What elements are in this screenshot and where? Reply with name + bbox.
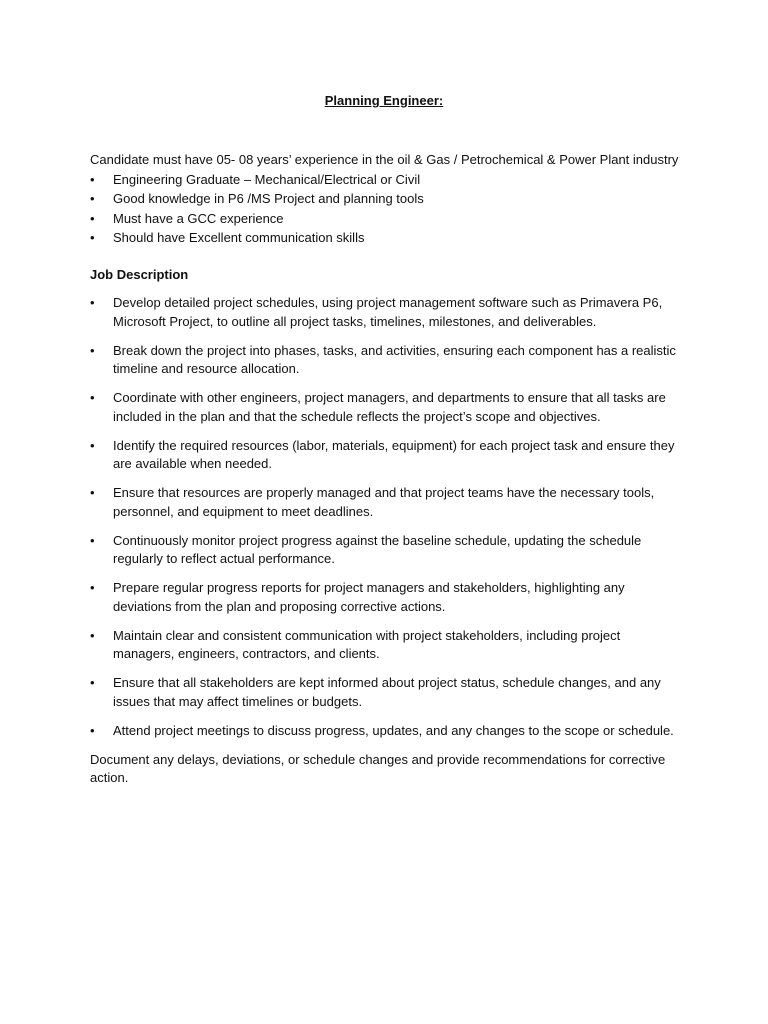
duty-text: Break down the project into phases, tasks, and activities, ensuring each component has a realistic timeline and resource allocation. — [113, 342, 676, 376]
bullet-icon: • — [90, 437, 95, 453]
requirement-text: Good knowledge in P6 /MS Project and planning tools — [113, 191, 424, 206]
closing-paragraph: Document any delays, deviations, or schedule changes and provide recommendations for corrective action. — [90, 751, 666, 785]
bullet-icon: • — [90, 210, 95, 226]
requirement-text: Must have a GCC experience — [113, 210, 284, 226]
duty-text: Prepare regular progress reports for project managers and stakeholders, highlighting any deviations from the plan and proposing corrective actions. — [113, 580, 625, 614]
bullet-icon: • — [90, 532, 95, 548]
duty-item — [90, 722, 685, 741]
bullet-icon: • — [90, 342, 95, 358]
bullet-icon: • — [90, 191, 95, 206]
duty-item — [90, 342, 685, 379]
bullet-icon: • — [90, 230, 95, 245]
duty-text: Identify the required resources (labor, materials, equipment) for each project task and ensure they are available when needed. — [113, 437, 675, 471]
bullet-icon: • — [90, 295, 95, 310]
document-title: Planning Engineer: — [324, 93, 444, 108]
job-description-heading: Job Description — [90, 266, 189, 282]
duty-item — [90, 579, 685, 616]
requirement-item — [90, 210, 685, 229]
document-body — [90, 151, 685, 788]
duty-text: Maintain clear and consistent communication with project stakeholders, including project managers, engineers, contractors, and clients. — [113, 627, 621, 661]
duty-text: Attend project meetings to discuss progress, updates, and any changes to the scope or schedule. — [113, 722, 674, 738]
duty-item — [90, 674, 685, 711]
requirements-list — [90, 171, 685, 248]
bullet-icon: • — [90, 675, 95, 690]
requirement-item — [90, 190, 685, 209]
requirement-text: Engineering Graduate – Mechanical/Electrical or Civil — [113, 171, 421, 187]
bullet-icon: • — [90, 580, 95, 595]
duty-text: Ensure that resources are properly managed and that project teams have the necessary tools, personnel, and equipment to meet deadlines. — [113, 485, 655, 519]
duty-item — [90, 484, 685, 521]
duty-item — [90, 532, 685, 569]
duty-item — [90, 389, 685, 426]
duties-list — [90, 294, 685, 740]
duty-text: Develop detailed project schedules, using project management software such as Primavera P6, Microsoft Project, to outline all project tasks, timelines, milestones, and deliverables. — [113, 295, 663, 329]
duty-item — [90, 294, 685, 331]
duty-text: Continuously monitor project progress against the baseline schedule, updating the schedule regularly to reflect actual performance. — [113, 532, 642, 566]
duty-text: Ensure that all stakeholders are kept informed about project status, schedule changes, and any issues that may affect timelines or budgets. — [113, 675, 661, 709]
duty-item — [90, 437, 685, 474]
duty-item — [90, 627, 685, 664]
bullet-icon: • — [90, 171, 95, 187]
requirement-item — [90, 229, 685, 248]
bullet-icon: • — [90, 485, 95, 500]
requirement-text: Should have Excellent communication skills — [113, 230, 365, 245]
bullet-icon: • — [90, 627, 95, 643]
bullet-icon: • — [90, 390, 95, 405]
duty-text: Coordinate with other engineers, project managers, and departments to ensure that all tasks are included in the plan and that the schedule reflects the project’s scope and objectives. — [113, 390, 666, 424]
bullet-icon: • — [90, 722, 95, 738]
requirement-item — [90, 171, 685, 190]
intro-paragraph: Candidate must have 05- 08 years’ experience in the oil & Gas / Petrochemical & Power Plant industry — [90, 152, 679, 167]
